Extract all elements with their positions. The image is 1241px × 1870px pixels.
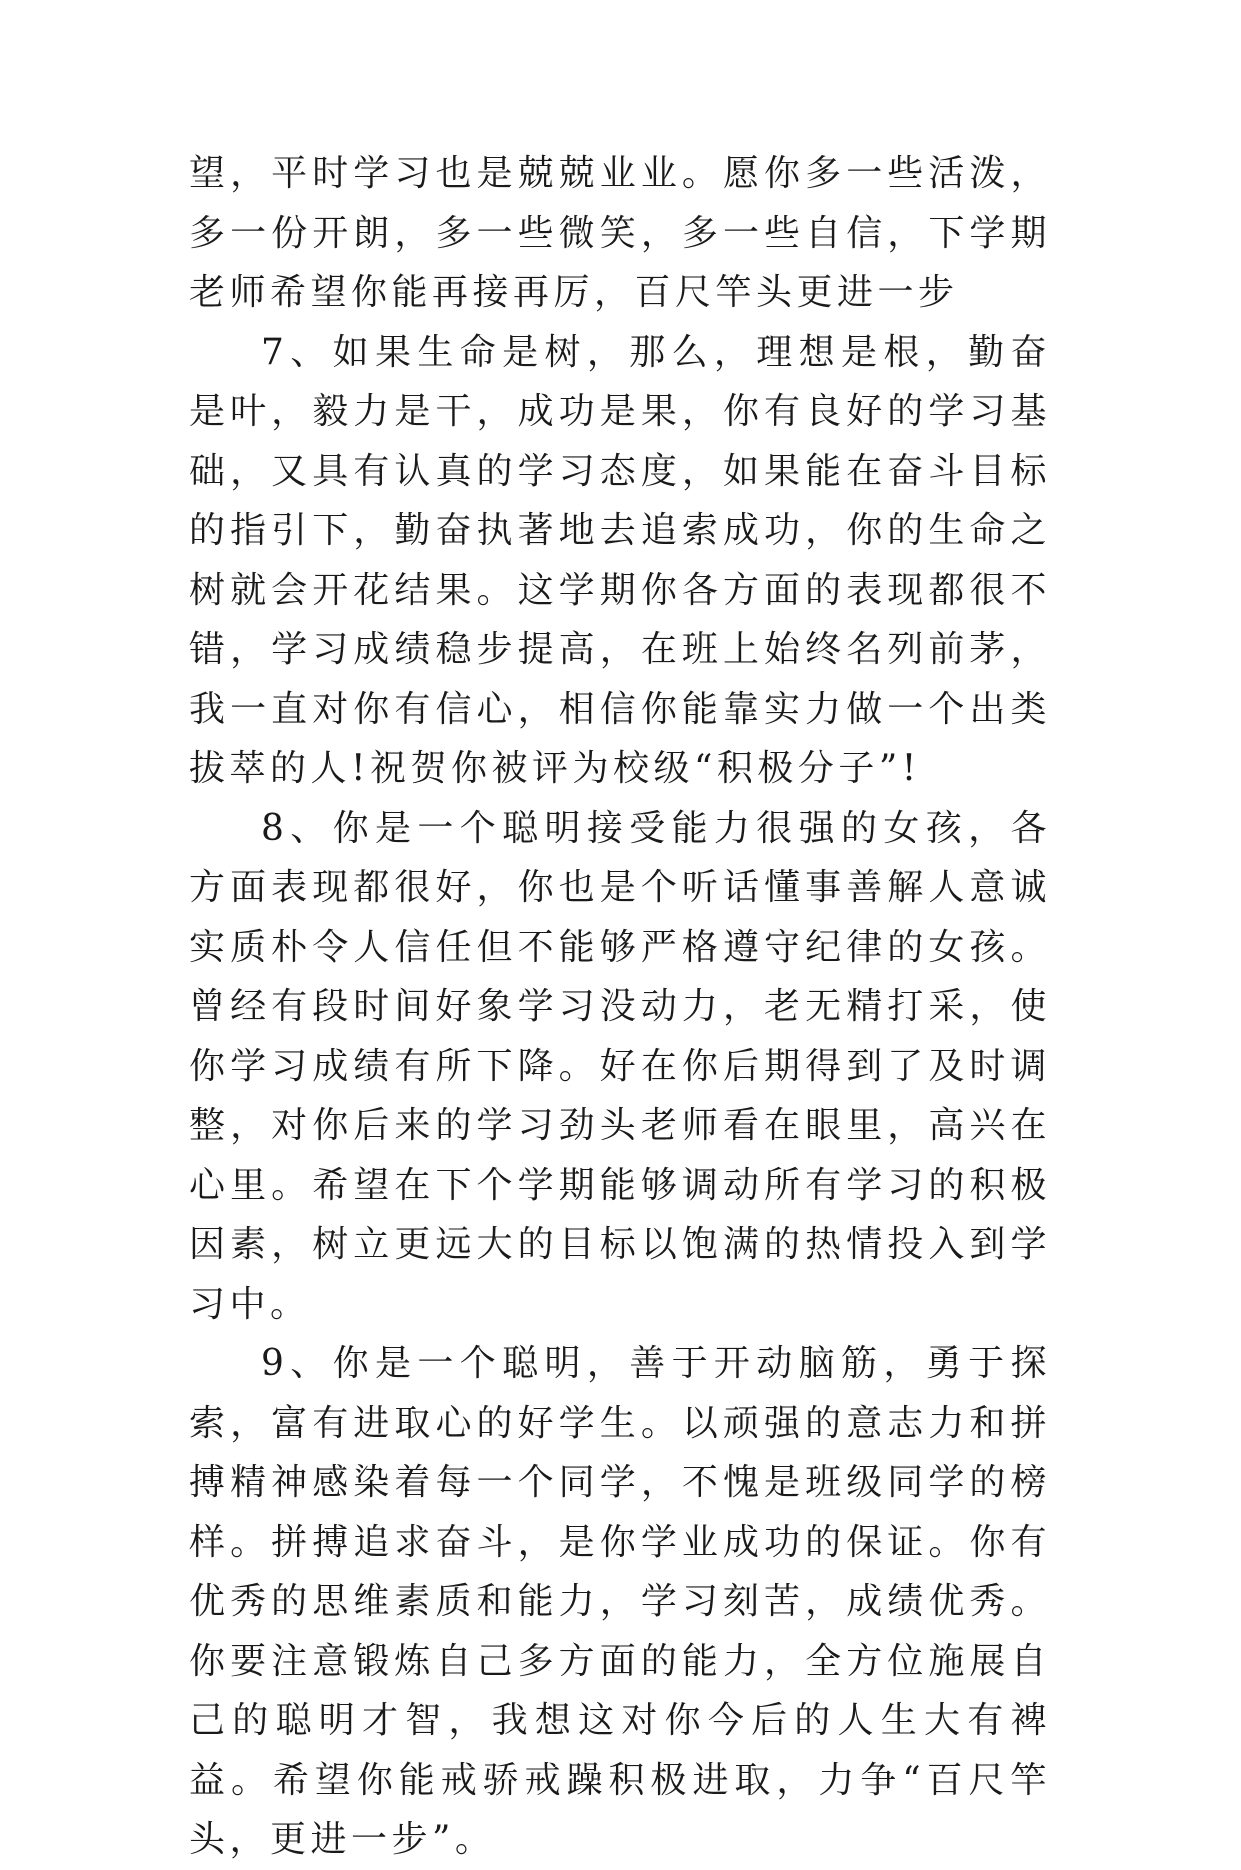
document-body — [189, 144, 1051, 1870]
paragraph-continuation: 望，平时学习也是兢兢业业。愿你多一些活泼，多一份开朗，多一些微笑，多一些自信，下学期老师希望你能再接再厉，百尺竿头更进一步 — [189, 153, 1051, 313]
paragraph-comment-8: 8、你是一个聪明接受能力很强的女孩，各方面表现都很好，你也是个听话懂事善解人意诚实质朴令人信任但不能够严格遵守纪律的女孩。曾经有段时间好象学习没动力，老无精打采，使你学习成绩有所下降。好在你后期得到了及时调整，对你后来的学习劲头老师看在眼里，高兴在心里。希望在下个学期能够调动所有学习的积极因素，树立更远大的目标以饱满的热情投入到学习中。 — [189, 807, 1051, 1325]
paragraph-comment-9: 9、你是一个聪明，善于开动脑筋，勇于探索，富有进取心的好学生。以顽强的意志力和拼搏精神感染着每一个同学，不愧是班级同学的榜样。拼搏追求奋斗，是你学业成功的保证。你有优秀的思维素质和能力，学习刻苦，成绩优秀。你要注意锻炼自己多方面的能力，全方位施展自己的聪明才智，我想这对你今后的人生大有裨益。希望你能戒骄戒躁积极进取，力争“百尺竿头，更进一步”。 — [189, 1343, 1051, 1860]
paragraph-comment-7: 7、如果生命是树，那么，理想是根，勤奋是叶，毅力是干，成功是果，你有良好的学习基础，又具有认真的学习态度，如果能在奋斗目标的指引下，勤奋执著地去追索成功，你的生命之树就会开花结果。这学期你各方面的表现都很不错，学习成绩稳步提高，在班上始终名列前茅，我一直对你有信心，相信你能靠实力做一个出类拔萃的人!祝贺你被评为校级“积极分子”! — [189, 331, 1051, 789]
